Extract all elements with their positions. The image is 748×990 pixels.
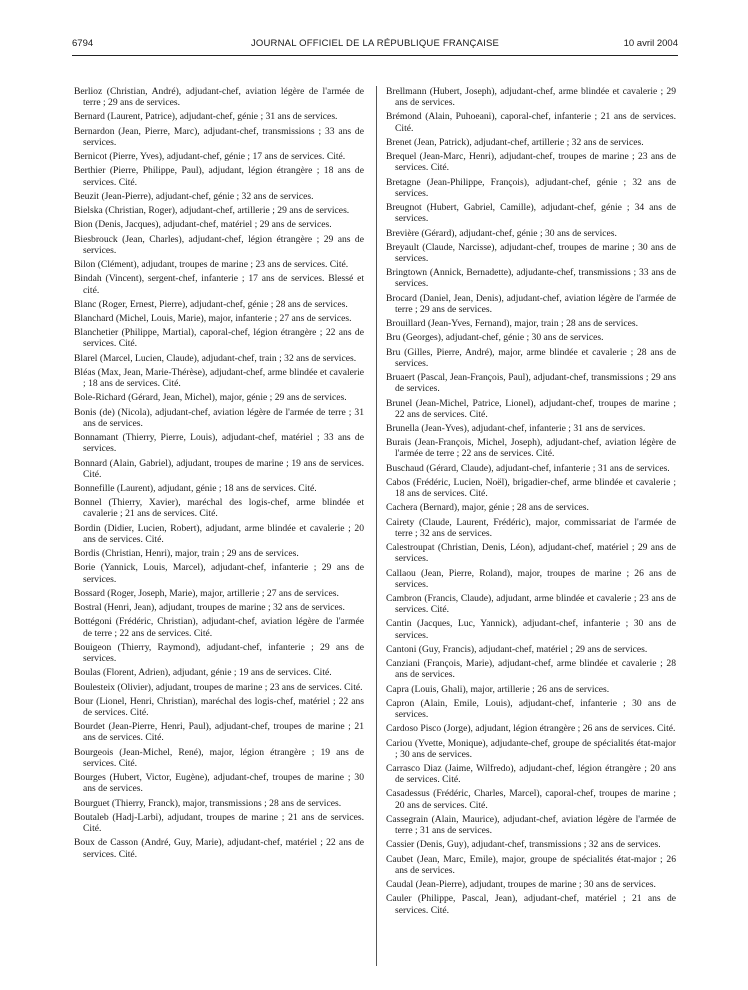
list-item: Bottégoni (Frédéric, Christian), adjudant-chef, aviation légère de l'armée de terre ; 22 ans de services. Cité. [74,616,364,639]
list-item: Callaou (Jean, Pierre, Roland), major, troupes de marine ; 26 ans de services. [386,567,676,590]
list-item: Boulas (Florent, Adrien), adjudant, génie ; 19 ans de services. Cité. [74,667,332,679]
list-item: Bostral (Henri, Jean), adjudant, troupes de marine ; 32 ans de services. [74,602,345,614]
left-column [74,86,364,863]
list-item: Blanchard (Michel, Louis, Marie), major, infanterie ; 27 ans de services. [74,313,352,325]
list-item: Cassier (Denis, Guy), adjudant-chef, transmissions ; 32 ans de services. [386,839,661,851]
list-item: Cantoni (Guy, Francis), adjudant-chef, matériel ; 29 ans de services. [386,643,648,655]
list-item: Bour (Lionel, Henri, Christian), maréchal des logis-chef, matériel ; 22 ans de services. Cité. [74,695,364,718]
list-item: Berlioz (Christian, André), adjudant-chef, aviation légère de l'armée de terre ; 29 ans de services. [74,86,364,109]
list-item: Brunel (Jean-Michel, Patrice, Lionel), adjudant-chef, troupes de marine ; 22 ans de services. Cité. [386,397,676,420]
list-item: Bouigeon (Thierry, Raymond), adjudant-chef, infanterie ; 29 ans de services. [74,641,364,665]
list-item: Caubet (Jean, Marc, Emile), major, groupe de spécialités état-major ; 26 ans de services. [386,853,676,876]
list-item: Brellmann (Hubert, Joseph), adjudant-chef, arme blindée et cavalerie ; 29 ans de services. [386,86,676,109]
list-item: Borie (Yannick, Louis, Marcel), adjudant-chef, infanterie ; 29 ans de services. [74,562,364,585]
list-item: Canziani (François, Marie), adjudant-chef, arme blindée et cavalerie ; 28 ans de services. [386,658,676,681]
list-item: Bilon (Clément), adjudant, troupes de marine ; 23 ans de services. Cité. [74,259,349,271]
list-item: Bielska (Christian, Roger), adjudant-chef, artillerie ; 29 ans de services. [74,205,350,217]
list-item: Berthier (Pierre, Philippe, Paul), adjudant, légion étrangère ; 18 ans de services. Cité. [74,165,364,188]
list-item: Bernicot (Pierre, Yves), adjudant-chef, génie ; 17 ans de services. Cité. [74,151,346,163]
list-item: Bringtown (Annick, Bernadette), adjudante-chef, transmissions ; 33 ans de services. [386,267,676,290]
issue-date: 10 avril 2004 [623,38,678,49]
list-item: Bretagne (Jean-Philippe, François), adjudant-chef, génie ; 32 ans de services. [386,176,676,199]
list-item: Breugnot (Hubert, Gabriel, Camille), adjudant-chef, génie ; 34 ans de services. [386,202,676,225]
page-number: 6794 [72,38,94,49]
list-item: Brunella (Jean-Yves), adjudant-chef, infanterie ; 31 ans de services. [386,422,646,434]
list-item: Cariou (Yvette, Monique), adjudante-chef, groupe de spécialités état-major ; 30 ans de services. [386,737,676,760]
list-item: Boutaleb (Hadj-Larbi), adjudant, troupes de marine ; 21 ans de services. Cité. [74,811,364,835]
list-item: Bonis (de) (Nicola), adjudant-chef, aviation légère de l'armée de terre ; 31 ans de services. [74,406,364,429]
list-item: Cassegrain (Alain, Maurice), adjudant-chef, aviation légère de l'armée de terre ; 31 ans de services. [386,813,676,837]
list-item: Bernard (Laurent, Patrice), adjudant-chef, génie ; 31 ans de services. [74,111,338,123]
list-item: Cambron (Francis, Claude), adjudant, arme blindée et cavalerie ; 23 ans de services. Cité. [386,593,676,616]
list-item: Brequel (Jean-Marc, Henri), adjudant-chef, troupes de marine ; 23 ans de services. Cité. [386,151,676,174]
list-item: Carrasco Diaz (Jaime, Wilfredo), adjudant-chef, légion étrangère ; 20 ans de services. Cité. [386,763,676,786]
right-column [386,86,676,919]
list-item: Bernardon (Jean, Pierre, Marc), adjudant-chef, transmissions ; 33 ans de services. [74,125,364,148]
list-item: Bion (Denis, Jacques), adjudant-chef, matériel ; 29 ans de services. [74,219,332,231]
list-item: Cachera (Bernard), major, génie ; 28 ans de services. [386,502,589,514]
list-item: Bonnefille (Laurent), adjudant, génie ; 18 ans de services. Cité. [74,483,317,495]
list-item: Beuzit (Jean-Pierre), adjudant-chef, génie ; 32 ans de services. [74,190,314,202]
list-item: Bourguet (Thierry, Franck), major, transmissions ; 28 ans de services. [74,797,342,809]
list-item: Bru (Georges), adjudant-chef, génie ; 30 ans de services. [386,332,604,344]
column-separator [376,86,377,966]
list-item: Biesbrouck (Jean, Charles), adjudant-chef, légion étrangère ; 29 ans de services. [74,233,364,256]
list-item: Brouillard (Jean-Yves, Fernand), major, train ; 28 ans de services. [386,318,639,330]
list-item: Boulesteix (Olivier), adjudant, troupes de marine ; 23 ans de services. Cité. [74,681,363,693]
list-item: Bonnard (Alain, Gabriel), adjudant, troupes de marine ; 19 ans de services. Cité. [74,457,364,480]
list-item: Bourgeois (Jean-Michel, René), major, légion étrangère ; 19 ans de services. Cité. [74,746,364,769]
list-item: Brémond (Alain, Puhoeani), caporal-chef, infanterie ; 21 ans de services. Cité. [386,111,676,134]
list-item: Bordin (Didier, Lucien, Robert), adjudant, arme blindée et cavalerie ; 20 ans de services. Cité. [74,522,364,545]
list-item: Bonnamant (Thierry, Pierre, Louis), adjudant-chef, matériel ; 33 ans de services. [74,432,364,455]
list-item: Bordis (Christian, Henri), major, train ; 29 ans de services. [74,548,299,560]
list-item: Bonnel (Thierry, Xavier), maréchal des logis-chef, arme blindée et cavalerie ; 21 ans de services. Cité. [74,497,364,520]
list-item: Brocard (Daniel, Jean, Denis), adjudant-chef, aviation légère de l'armée de terre ; 29 ans de services. [386,292,676,315]
header-rule [72,55,678,56]
list-item: Cairety (Claude, Laurent, Frédéric), major, commissariat de l'armée de terre ; 32 ans de services. [386,516,676,539]
list-item: Cabos (Frédéric, Lucien, Noël), brigadier-chef, arme blindée et cavalerie ; 18 ans de services. Cité. [386,476,676,500]
list-item: Bourges (Hubert, Victor, Eugène), adjudant-chef, troupes de marine ; 30 ans de services. [74,772,364,795]
journal-title: JOURNAL OFFICIEL DE LA RÉPUBLIQUE FRANÇAISE [250,38,500,49]
list-item: Bindah (Vincent), sergent-chef, infanterie ; 17 ans de services. Blessé et cité. [74,273,364,296]
list-item: Breyault (Claude, Narcisse), adjudant-chef, troupes de marine ; 30 ans de services. [386,241,676,264]
list-item: Blanc (Roger, Ernest, Pierre), adjudant-chef, génie ; 28 ans de services. [74,298,348,310]
list-item: Boux de Casson (André, Guy, Marie), adjudant-chef, matériel ; 22 ans de services. Cité. [74,837,364,860]
list-item: Cantin (Jacques, Luc, Yannick), adjudant-chef, infanterie ; 30 ans de services. [386,618,676,641]
list-item: Casadessus (Frédéric, Charles, Marcel), caporal-chef, troupes de marine ; 20 ans de services. Cité. [386,788,676,811]
list-item: Cauler (Philippe, Pascal, Jean), adjudant-chef, matériel ; 21 ans de services. Cité. [386,893,676,916]
list-item: Bruaert (Pascal, Jean-François, Paul), adjudant-chef, transmissions ; 29 ans de services. [386,372,676,395]
list-item: Blanchetier (Philippe, Martial), caporal-chef, légion étrangère ; 22 ans de services. Cité. [74,327,364,350]
list-item: Calestroupat (Christian, Denis, Léon), adjudant-chef, matériel ; 29 ans de services. [386,542,676,565]
list-item: Bossard (Roger, Joseph, Marie), major, artillerie ; 27 ans de services. [74,587,339,599]
list-item: Bléas (Max, Jean, Marie-Thérèse), adjudant-chef, arme blindée et cavalerie ; 18 ans de services. Cité. [74,366,364,390]
list-item: Bourdet (Jean-Pierre, Henri, Paul), adjudant-chef, troupes de marine ; 21 ans de services. Cité. [74,721,364,744]
list-item: Caudal (Jean-Pierre), adjudant, troupes de marine ; 30 ans de services. [386,879,656,891]
list-item: Bru (Gilles, Pierre, André), major, arme blindée et cavalerie ; 28 ans de services. [386,346,676,369]
list-item: Capra (Louis, Ghali), major, artillerie ; 26 ans de services. [386,683,610,695]
list-item: Blarel (Marcel, Lucien, Claude), adjudant-chef, train ; 32 ans de services. [74,352,357,364]
list-item: Burais (Jean-François, Michel, Joseph), adjudant-chef, aviation légère de l'armée de terre ; 22 ans de services. Cité. [386,437,676,460]
page-header [72,38,678,52]
list-item: Capron (Alain, Emile, Louis), adjudant-chef, infanterie ; 30 ans de services. [386,697,676,721]
list-item: Brenet (Jean, Patrick), adjudant-chef, artillerie ; 32 ans de services. [386,136,644,148]
list-item: Brevière (Gérard), adjudant-chef, génie ; 30 ans de services. [386,227,617,239]
list-item: Bole-Richard (Gérard, Jean, Michel), major, génie ; 29 ans de services. [74,392,347,404]
list-item: Buschaud (Gérard, Claude), adjudant-chef, infanterie ; 31 ans de services. [386,462,670,474]
list-item: Cardoso Pisco (Jorge), adjudant, légion étrangère ; 26 ans de services. Cité. [386,723,676,735]
